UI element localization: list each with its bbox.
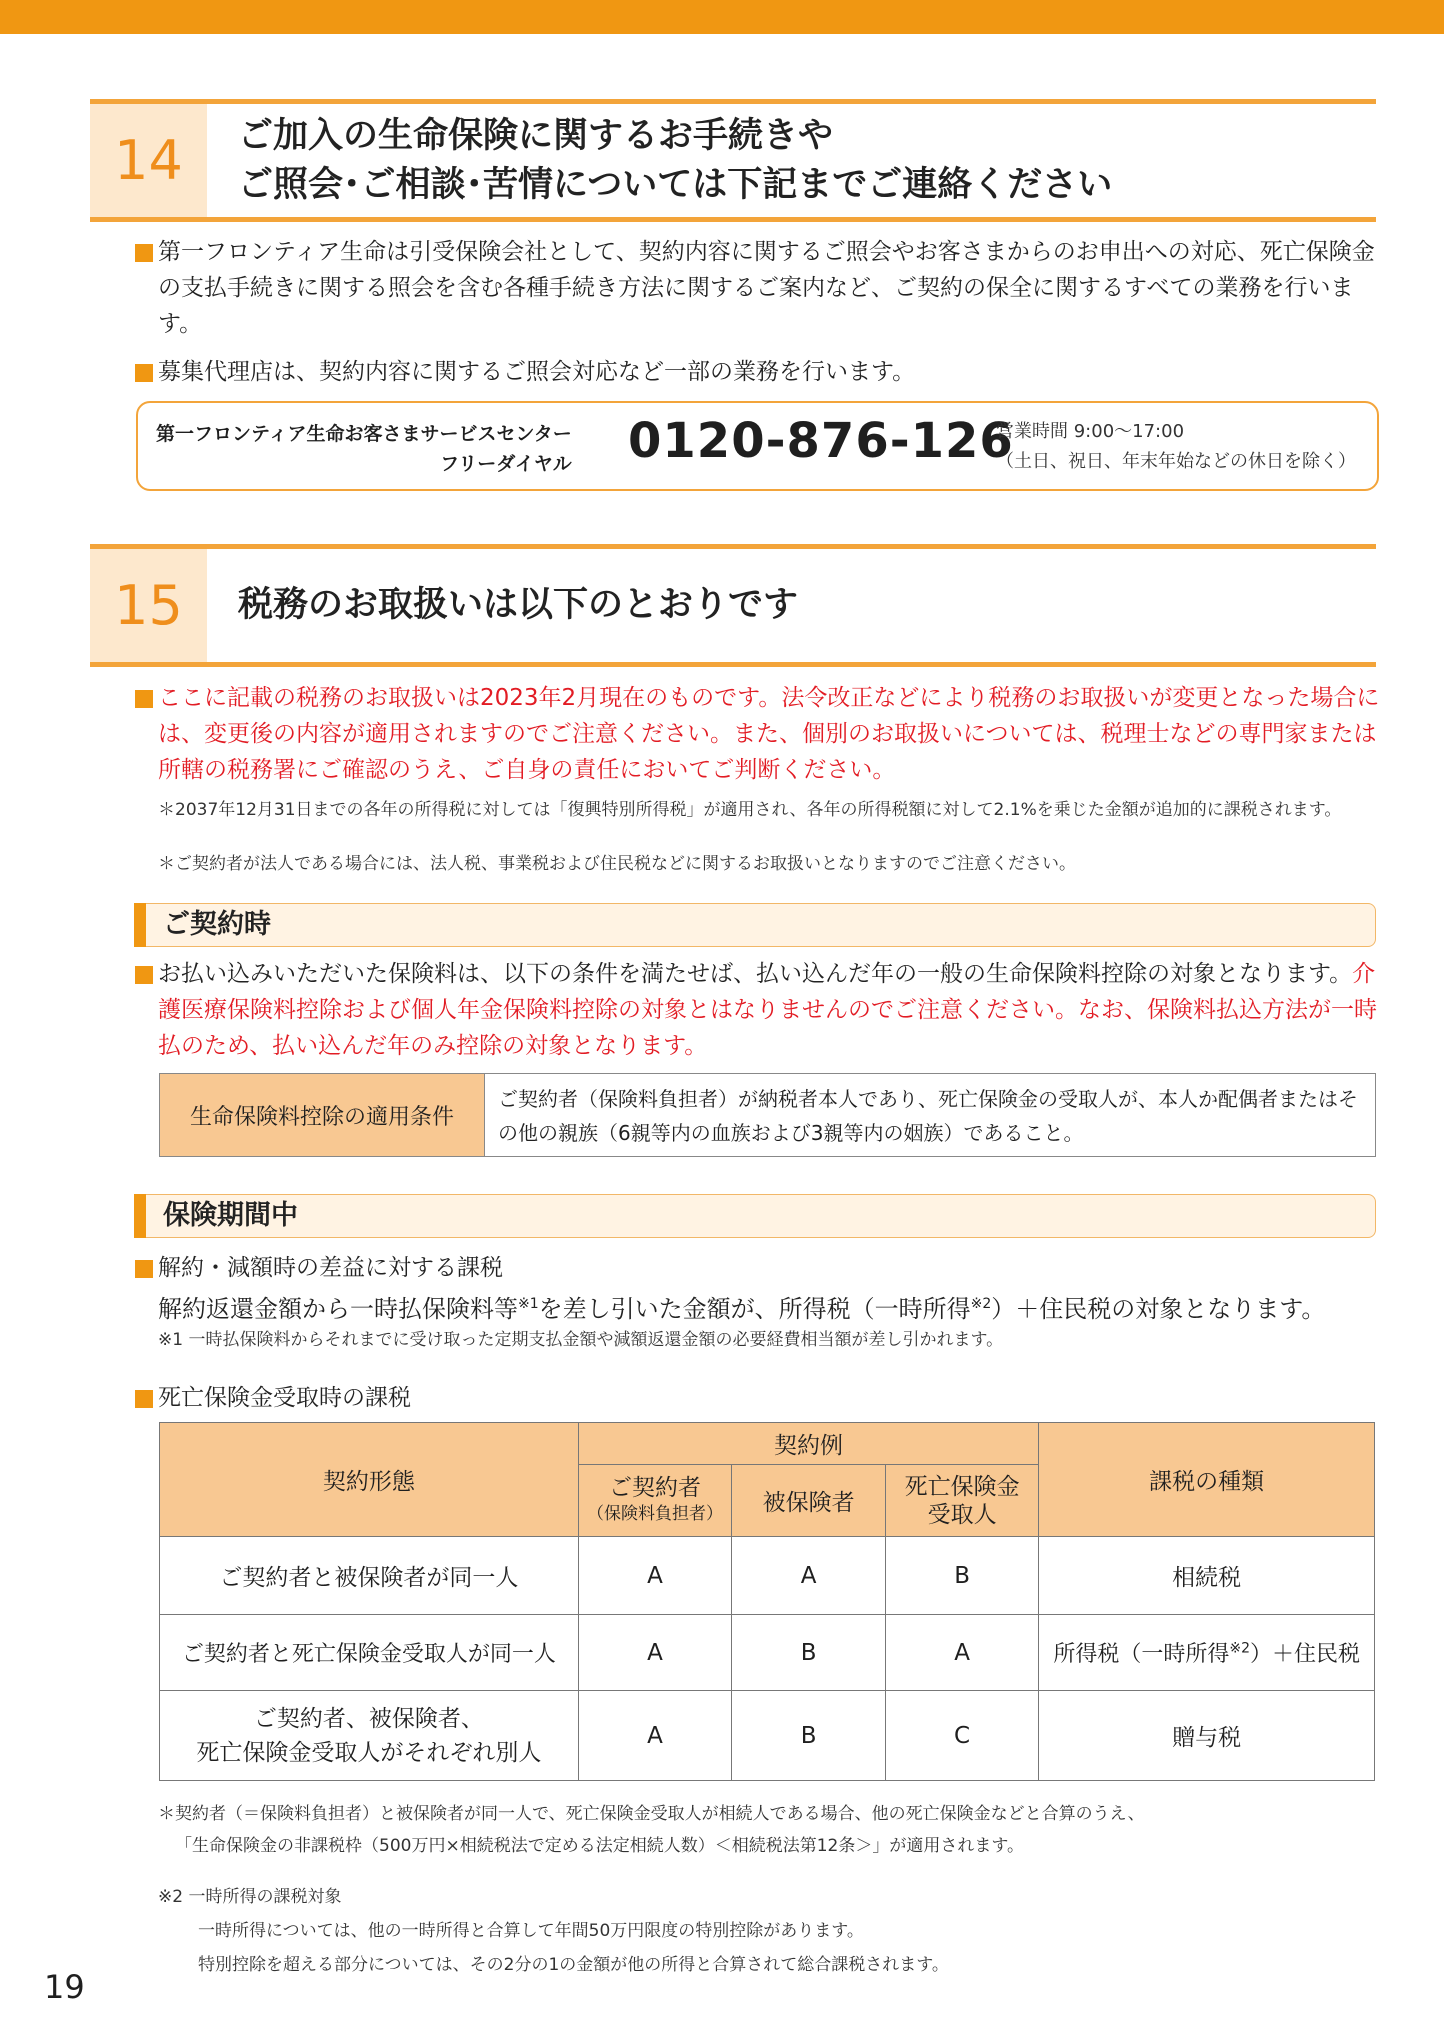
condition-text: ご契約者（保険料負担者）が納税者本人であり、死亡保険金の受取人が、本人か配偶者またはその他の親族（6親等内の血族および3親等内の姻族）であること。 [498,1087,1358,1145]
square-bullet-icon [135,244,153,262]
section-title: 税務のお取扱いは以下のとおりです [238,585,799,625]
tax-note-5: ※2 一時所得の課税対象 一時所得については、他の一時所得と合算して年間50万円限度の特別控除があります。 特別控除を超える部分については、その2分の1の金額が他の所得と合算されて総合課税されます。 [158,1887,949,1975]
header-beneficiary: 死亡保険金 受取人 [885,1465,1039,1537]
s15-paragraph-2: お払い込みいただいた保険料は、以下の条件を満たせば、払い込んだ年の一般の生命保険料控除の対象となります。介護医療保険料控除および個人年金保険料控除の対象とはなりませんのでご注意ください。なお、保険料払込方法が一時払のため、払い込んだ年のみ控除の対象となります。 [135,956,1380,1064]
tax-note-4: ＊契約者（＝保険料負担者）と被保険者が同一人で、死亡保険金受取人が相続人である場合、他の死亡保険金などと合算のうえ、 「生命保険金の非課税枠（500万円×相続税法で定める法定相続人数）＜相続税法第12条＞」が適用されます。 [158,1804,1145,1856]
business-hours: 営業時間 9:00～17:00 [996,421,1185,442]
business-hours-note: （土日、祝日、年末年始などの休日を除く） [996,451,1356,472]
page-number: 19 [44,1968,85,2006]
square-bullet-icon [135,1260,153,1278]
square-bullet-icon [135,690,153,708]
contact-box [136,401,1379,491]
square-bullet-icon [135,1390,153,1408]
table-row: ご契約者と被保険者が同一人 A A B 相続税 [160,1537,1375,1615]
s15-paragraph-1: ここに記載の税務のお取扱いは2023年2月現在のものです。法令改正などにより税務のお取扱いが変更となった場合には、変更後の内容が適用されますのでご注意ください。また、個別のお取扱いについては、税理士などの専門家または所轄の税務署にご確認のうえ、ご自身の責任においてご判断ください。 [135,680,1380,788]
s14-paragraph-2: 募集代理店は、契約内容に関するご照会対応など一部の業務を行います。 [135,354,1380,390]
contact-center-name: 第一フロンティア生命お客さまサービスセンター [156,423,572,445]
s15-paragraph-4: 死亡保険金受取時の課税 [135,1380,1380,1416]
section-number: 15 [90,549,207,662]
section-number: 14 [90,104,207,217]
death-benefit-tax-table [159,1422,1375,1781]
tax-note-2: ＊ご契約者が法人である場合には、法人税、事業税および住民税などに関するお取扱いとなりますのでご注意ください。 [158,854,1076,874]
s15-paragraph-3: 解約・減額時の差益に対する課税 解約返還金額から一時払保険料等$^{※1}$を差し引いた金額が、所得税（一時所得$^{※2}$）＋住民税の対象となります。 [135,1250,1380,1327]
square-bullet-icon [135,966,153,984]
header-form: 契約形態 [160,1423,579,1537]
s14-paragraph-1: 第一フロンティア生命は引受保険会社として、契約内容に関するご照会やお客さまからのお申出への対応、死亡保険金の支払手続きに関する照会を含む各種手続き方法に関するご案内など、ご契約の保全に関するすべての業務を行います。 [135,234,1380,342]
header-tax-type: 課税の種類 [1039,1423,1375,1537]
section-15-header [90,544,1376,667]
table-row: ご契約者と死亡保険金受取人が同一人 A B A 所得税（一時所得$^{※2}$）＋住民税 [160,1615,1375,1691]
phone-number[interactable]: 0120-876-126 [628,413,1014,469]
freedial-label: フリーダイヤル [440,453,572,475]
condition-label: 生命保険料控除の適用条件 [160,1074,485,1156]
header-contractor: ご契約者 （保険料負担者） [578,1465,732,1537]
deduction-condition-table [159,1073,1376,1157]
section-14-header [90,99,1376,222]
table-row: ご契約者、被保険者、 死亡保険金受取人がそれぞれ別人 A B C 贈与税 [160,1691,1375,1781]
tax-note-3: ※1 一時払保険料からそれまでに受け取った定期支払金額や減額返還金額の必要経費相当額が差し引かれます。 [158,1330,1004,1350]
header-insured: 被保険者 [732,1465,886,1537]
subheading-contract: ご契約時 [134,903,1376,947]
subheading-policy-period: 保険期間中 [134,1194,1376,1238]
header-example: 契約例 [578,1423,1039,1465]
top-accent-bar [0,0,1444,34]
square-bullet-icon [135,364,153,382]
tax-note-1: ＊2037年12月31日までの各年の所得税に対しては「復興特別所得税」が適用され、各年の所得税額に対して2.1%を乗じた金額が追加的に課税されます。 [158,800,1342,820]
section-title: ご加入の生命保険に関するお手続きや ご照会･ご相談･苦情については下記までご連絡ください [238,115,1113,205]
